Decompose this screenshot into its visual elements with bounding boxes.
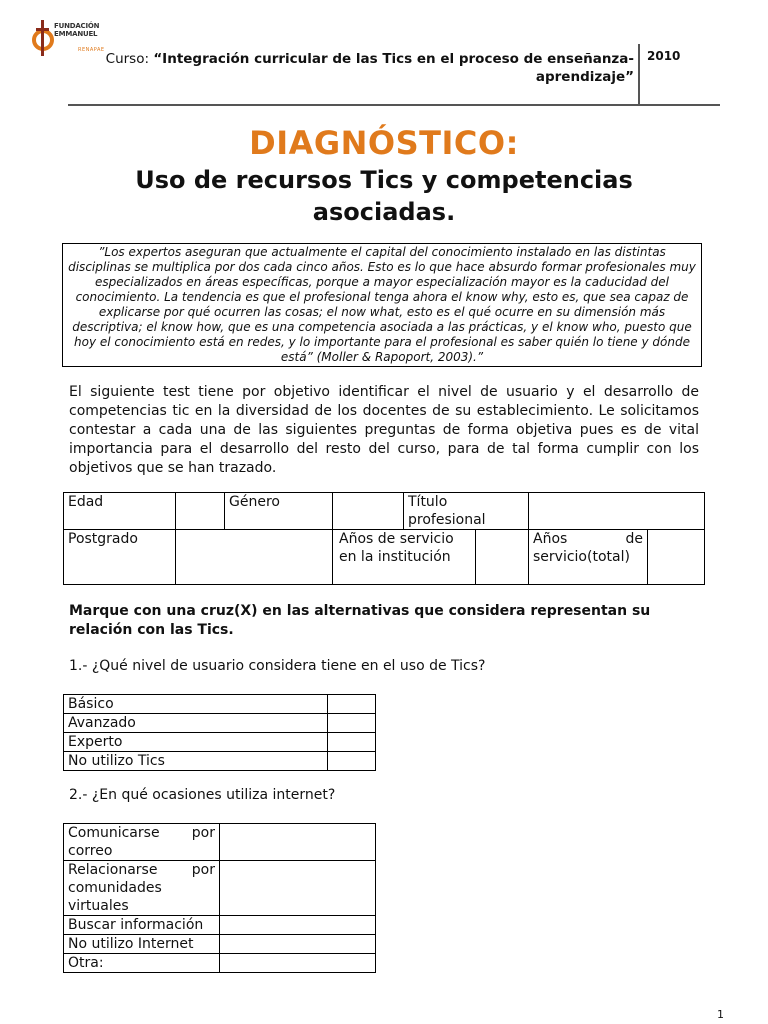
intro-paragraph: El siguiente test tiene por objetivo identificar el nivel de usuario y el desarrollo de competencias tic en la diversidad de los docentes de su establecimiento. Le solicitamos contestar a cada una de las siguientes preguntas de forma objetiva pues es de vital importancia para el desarrollo del resto del curso, para de tal forma cumplir con los objetivos que se han trazado. [69,384,699,476]
course-header [68,50,634,86]
logo-line1: FUNDACIÓN [54,22,100,30]
header-divider-vertical [638,44,640,106]
question-1: 1.- ¿Qué nivel de usuario considera tiene en el uso de Tics? [69,658,486,674]
course-title-line2: aprendizaje” [535,69,634,85]
logo-mark-icon [32,18,54,58]
option-label: No utilizo Internet [64,935,220,954]
option-checkbox[interactable] [328,714,376,733]
foundation-logo: FUNDACIÓN EMMANUEL RENAPAE [32,18,142,62]
anos-total-input[interactable] [648,530,705,585]
option-label: Buscar información [64,916,220,935]
course-title-line1: “Integración curricular de las Tics en el proceso de enseñanza- [153,51,634,67]
question-2: 2.- ¿En qué ocasiones utiliza internet? [69,787,336,803]
option-label: Básico [64,695,328,714]
option-label: Relacionarse por comunidades virtuales [64,861,220,916]
edad-label: Edad [64,493,176,530]
page-subtitle: Uso de recursos Tics y competencias asociadas. [135,166,633,226]
option-label: Comunicarse por correo [64,824,220,861]
profile-table [63,492,705,585]
year: 2010 [647,49,681,63]
option-checkbox[interactable] [328,695,376,714]
header-divider-horizontal [68,104,720,106]
quote-box: ”Los expertos aseguran que actualmente el capital del conocimiento instalado en las distintas disciplinas se multiplica por dos cada cinco años. Esto es lo que hace absurdo formar profesionales muy especializados en áreas específicas, porque a mayor especialización mayor es la caducidad del conocimiento. La tendencia es que el profesional tenga ahora el know why, esto es, que sea capaz de explicarse por qué ocurren las cosas; el now what, esto es el qué ocurre en su dimensión más descriptiva; el know how, que es una competencia asociada a las prácticas, y el know who, puesto que hoy el conocimiento está en redes, y lo importante para el profesional es saber quién lo tiene y dónde está” (Moller & Rapoport, 2003).” [62,243,702,367]
postgrado-label: Postgrado [64,530,176,585]
logo-line2: EMMANUEL [54,30,98,38]
edad-input[interactable] [176,493,225,530]
option-checkbox[interactable] [220,916,376,935]
genero-label: Género [225,493,333,530]
anos-total-label: Años de servicio(total) [529,530,648,585]
option-checkbox[interactable] [220,861,376,916]
titulo-input[interactable] [529,493,705,530]
page-number: 1 [717,1008,724,1021]
option-checkbox[interactable] [220,935,376,954]
postgrado-input[interactable] [176,530,333,585]
titulo-label: Título profesional [404,493,529,530]
course-label: Curso: [105,51,150,67]
page-title: DIAGNÓSTICO: [249,124,519,162]
anos-institucion-label: Años de servicio en la institución [333,530,476,585]
option-label: Otra: [64,954,220,973]
genero-input[interactable] [333,493,404,530]
option-checkbox[interactable] [328,752,376,771]
instructions: Marque con una cruz(X) en las alternativas que considera representan su relación con las Tics. [69,603,651,638]
option-label: Experto [64,733,328,752]
option-label: Avanzado [64,714,328,733]
option-checkbox[interactable] [220,954,376,973]
question-1-options [63,694,376,771]
question-2-options [63,823,376,973]
anos-institucion-input[interactable] [476,530,529,585]
option-label: No utilizo Tics [64,752,328,771]
option-checkbox[interactable] [220,824,376,861]
option-checkbox[interactable] [328,733,376,752]
